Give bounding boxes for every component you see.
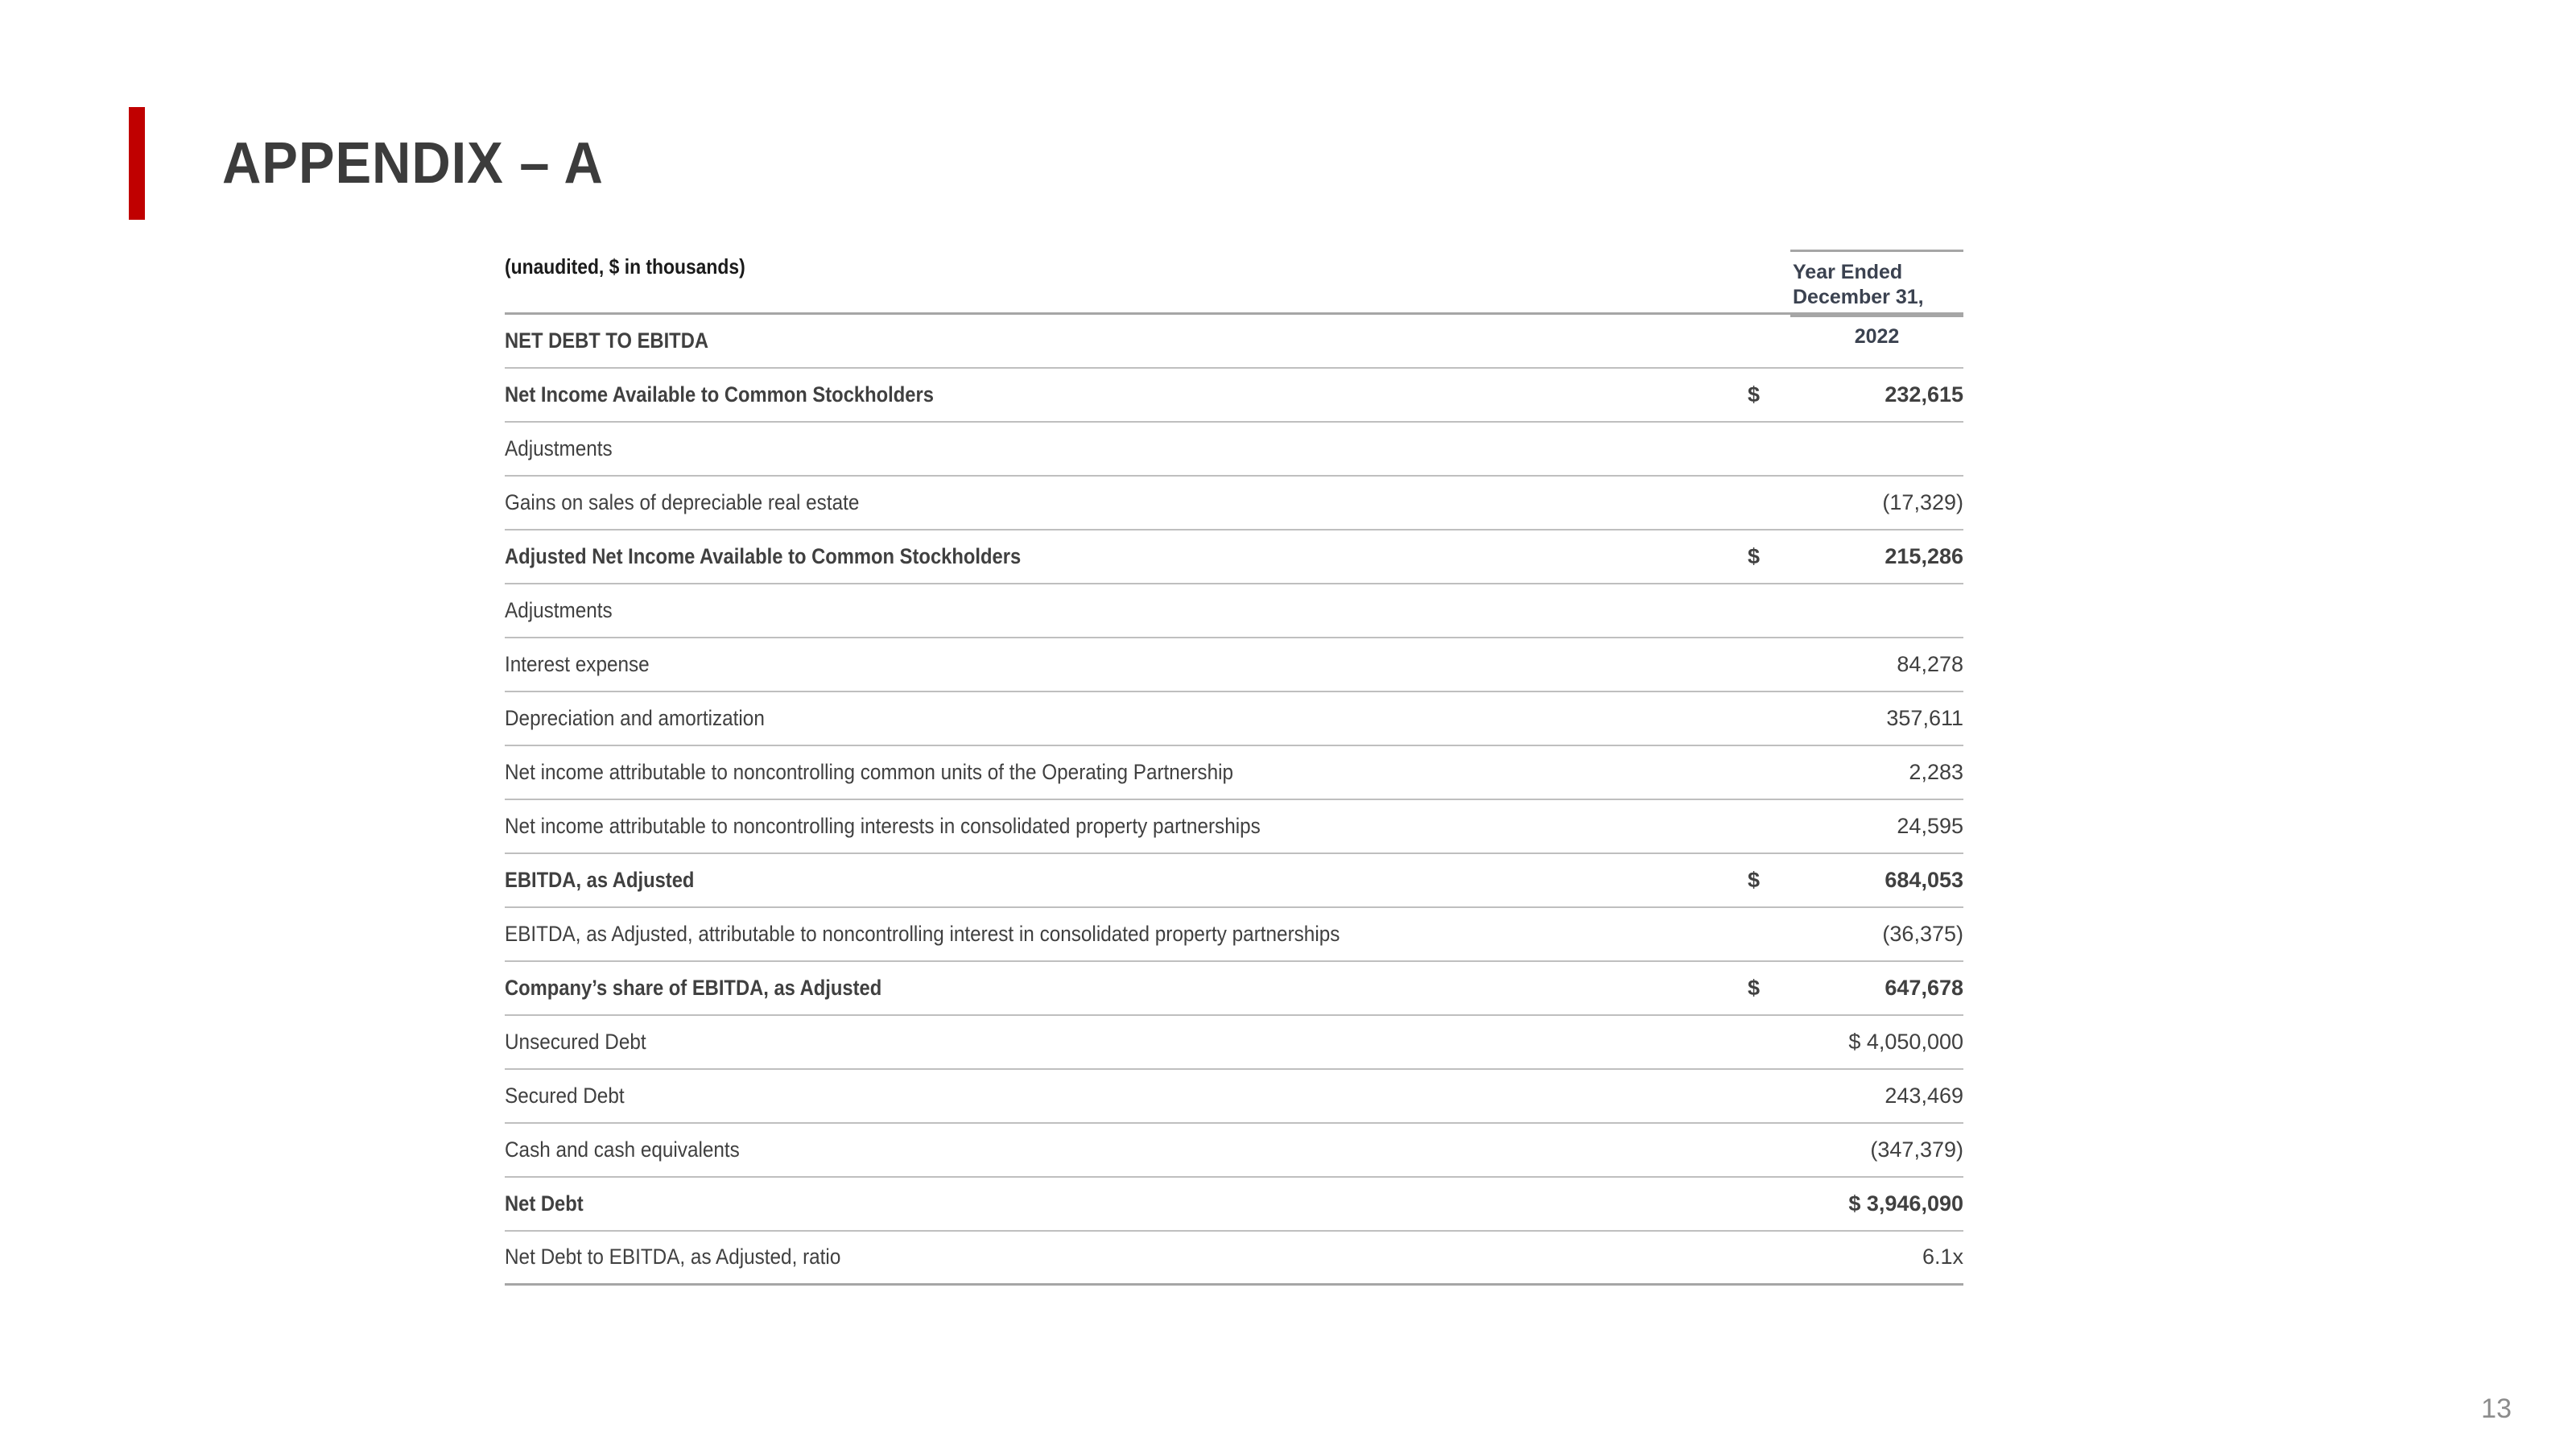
row-value: $ 3,946,090 <box>1790 1177 1963 1231</box>
row-label: Gains on sales of depreciable real estate <box>505 476 1748 530</box>
row-value: 2,283 <box>1790 745 1963 799</box>
row-currency-symbol <box>1748 799 1790 853</box>
table-row <box>505 530 1963 584</box>
table-row <box>505 691 1963 745</box>
row-currency-symbol: $ <box>1748 853 1790 907</box>
row-label: Net Debt to EBITDA, as Adjusted, ratio <box>505 1231 1748 1285</box>
row-currency-symbol <box>1748 476 1790 530</box>
table-row <box>505 314 1963 368</box>
row-value: 24,595 <box>1790 799 1963 853</box>
row-label: EBITDA, as Adjusted, attributable to noncontrolling interest in consolidated property partnerships <box>505 907 1748 961</box>
table-row <box>505 1231 1963 1285</box>
table-row <box>505 476 1963 530</box>
slide-title-block <box>129 107 632 220</box>
row-currency-symbol <box>1748 422 1790 476</box>
table-row <box>505 1069 1963 1123</box>
table-row <box>505 745 1963 799</box>
row-label: Adjusted Net Income Available to Common Stockholders <box>505 530 1748 584</box>
row-label: Adjustments <box>505 422 1748 476</box>
row-value: 647,678 <box>1790 961 1963 1015</box>
page-number: 13 <box>2481 1393 2512 1424</box>
table-row <box>505 961 1963 1015</box>
column-header-year-ended <box>1790 250 1963 355</box>
row-currency-symbol <box>1748 1069 1790 1123</box>
row-label: Unsecured Debt <box>505 1015 1748 1069</box>
row-label: Company’s share of EBITDA, as Adjusted <box>505 961 1748 1015</box>
row-value: 232,615 <box>1790 368 1963 422</box>
financial-table-container <box>505 250 1963 1286</box>
row-value: 357,611 <box>1790 691 1963 745</box>
row-label: Adjustments <box>505 584 1748 638</box>
row-label: Net income attributable to noncontrolling interests in consolidated property partnerships <box>505 799 1748 853</box>
row-label: NET DEBT TO EBITDA <box>505 314 1748 368</box>
table-row <box>505 422 1963 476</box>
table-row <box>505 584 1963 638</box>
table-row <box>505 368 1963 422</box>
table-row <box>505 1177 1963 1231</box>
row-currency-symbol <box>1748 1177 1790 1231</box>
row-label: Depreciation and amortization <box>505 691 1748 745</box>
title-accent-bar <box>129 107 145 220</box>
table-row <box>505 1015 1963 1069</box>
column-header-line2: December 31, <box>1793 285 1924 308</box>
row-currency-symbol: $ <box>1748 368 1790 422</box>
table-body <box>505 314 1963 1285</box>
row-value: 215,286 <box>1790 530 1963 584</box>
table-row <box>505 907 1963 961</box>
row-currency-symbol: $ <box>1748 961 1790 1015</box>
row-currency-symbol <box>1748 745 1790 799</box>
row-value: 6.1x <box>1790 1231 1963 1285</box>
row-label: Cash and cash equivalents <box>505 1123 1748 1177</box>
row-currency-symbol <box>1748 314 1790 368</box>
column-header-text <box>1790 252 1963 315</box>
row-value: 84,278 <box>1790 638 1963 691</box>
row-label: Secured Debt <box>505 1069 1748 1123</box>
table-row <box>505 853 1963 907</box>
row-currency-symbol <box>1748 584 1790 638</box>
row-currency-symbol <box>1748 691 1790 745</box>
table-row <box>505 1123 1963 1177</box>
row-value: 684,053 <box>1790 853 1963 907</box>
row-currency-symbol <box>1748 1123 1790 1177</box>
row-label: EBITDA, as Adjusted <box>505 853 1748 907</box>
table-caption: (unaudited, $ in thousands) <box>505 254 745 279</box>
table-row <box>505 638 1963 691</box>
row-value: (347,379) <box>1790 1123 1963 1177</box>
row-currency-symbol: $ <box>1748 530 1790 584</box>
row-value: (36,375) <box>1790 907 1963 961</box>
row-value: (17,329) <box>1790 476 1963 530</box>
table-row <box>505 799 1963 853</box>
row-currency-symbol <box>1748 907 1790 961</box>
net-debt-to-ebitda-table <box>505 312 1963 1286</box>
row-currency-symbol <box>1748 1015 1790 1069</box>
column-header-year: 2022 <box>1854 325 1900 348</box>
row-currency-symbol <box>1748 1231 1790 1285</box>
row-currency-symbol <box>1748 638 1790 691</box>
row-value <box>1790 584 1963 638</box>
page-title: APPENDIX – A <box>222 131 604 196</box>
row-value: $ 4,050,000 <box>1790 1015 1963 1069</box>
row-value <box>1790 422 1963 476</box>
row-label: Net Income Available to Common Stockholders <box>505 368 1748 422</box>
row-label: Interest expense <box>505 638 1748 691</box>
row-label: Net Debt <box>505 1177 1748 1231</box>
row-label: Net income attributable to noncontrolling common units of the Operating Partnership <box>505 745 1748 799</box>
row-value: 243,469 <box>1790 1069 1963 1123</box>
column-header-line1: Year Ended <box>1793 261 1903 283</box>
